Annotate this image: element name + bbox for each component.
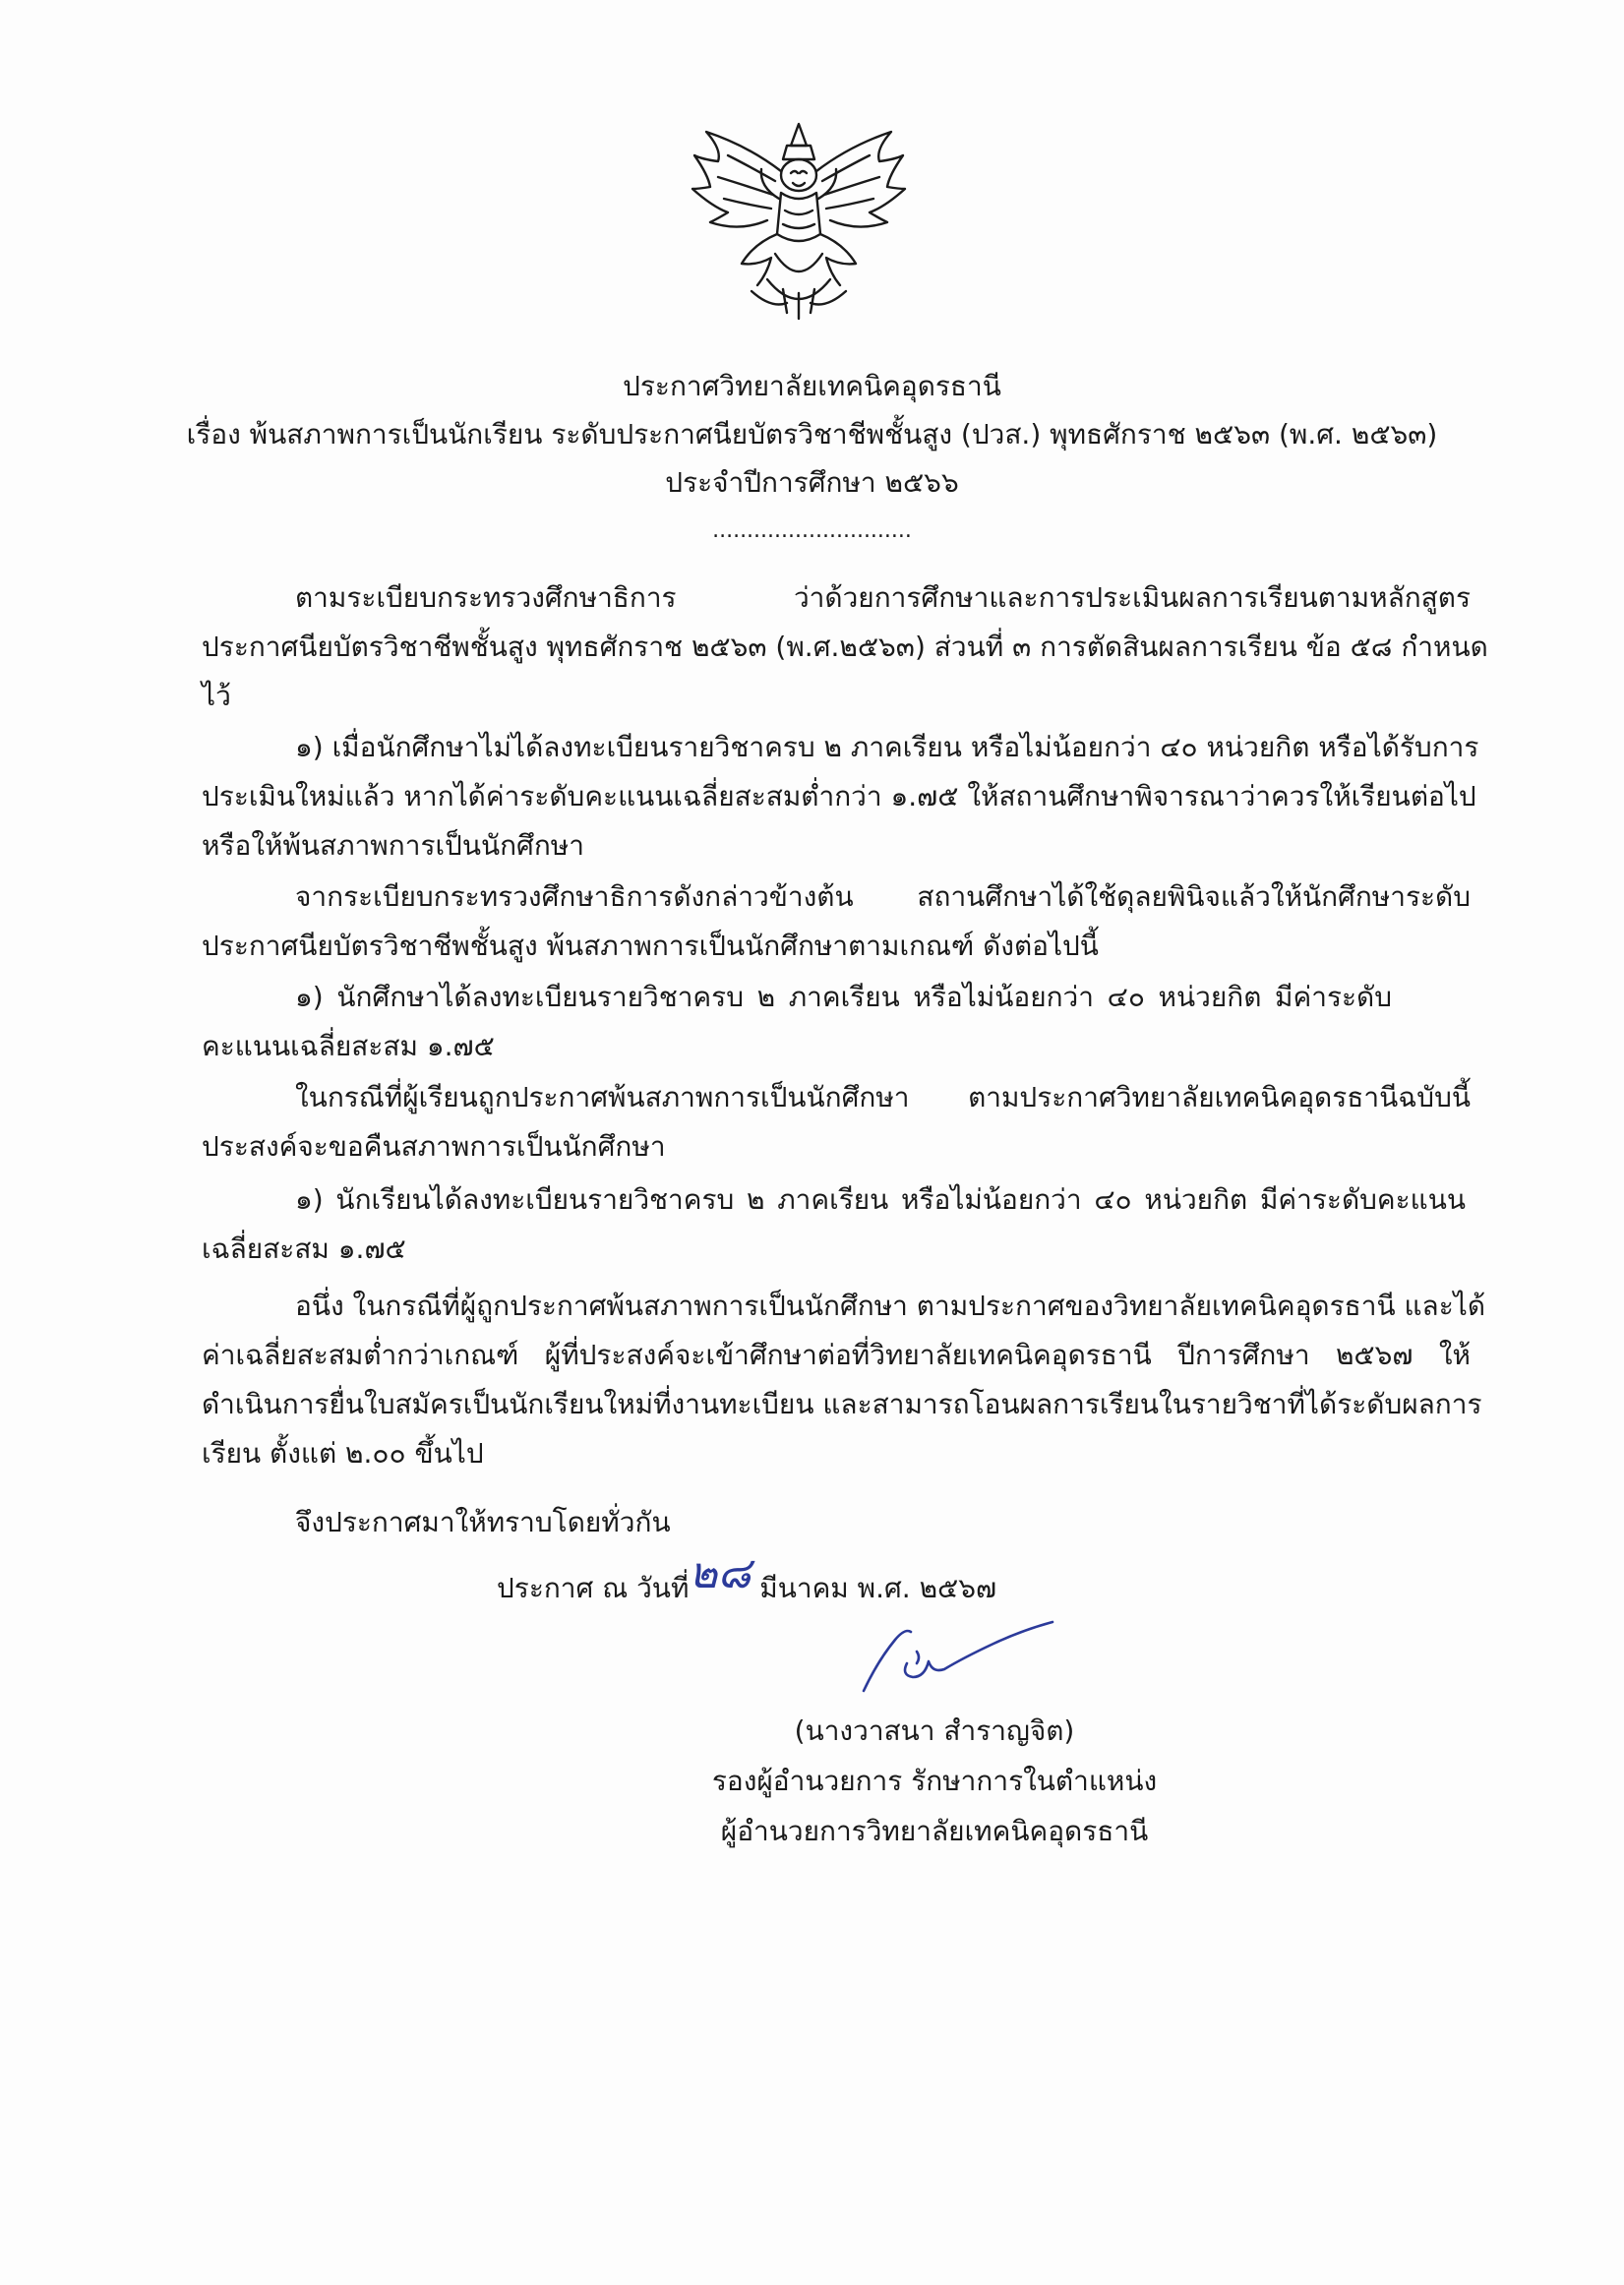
paragraph-7-line-4: เรียน ตั้งแต่ ๒.๐๐ ขึ้นไป xyxy=(202,1437,484,1470)
paragraph-5-line-1: ในกรณีที่ผู้เรียนถูกประกาศพ้นสภาพการเป็นนักศึกษา ตามประกาศวิทยาลัยเทคนิคอุดรธานีฉบับนี้ xyxy=(295,1081,1471,1113)
paragraph-5-line-2: ประสงค์จะขอคืนสภาพการเป็นนักศึกษา xyxy=(202,1130,666,1163)
paragraph-7-line-1: อนึ่ง ในกรณีที่ผู้ถูกประกาศพ้นสภาพการเป็นนักศึกษา ตามประกาศของวิทยาลัยเทคนิคอุดรธานี และได้ xyxy=(295,1290,1486,1322)
garuda-emblem-icon xyxy=(689,116,910,323)
closing-statement: จึงประกาศมาให้ทราบโดยทั่วกัน xyxy=(295,1506,671,1538)
paragraph-1-line-1: ตามระเบียบกระทรวงศึกษาธิการ ว่าด้วยการศึกษาและการประเมินผลการเรียนตามหลักสูตร xyxy=(295,581,1471,614)
paragraph-4-line-2: คะแนนเฉลี่ยสะสม ๑.๗๕ xyxy=(202,1030,495,1062)
paragraph-7-line-2: ค่าเฉลี่ยสะสมต่ำกว่าเกณฑ์ ผู้ที่ประสงค์จะเข้าศึกษาต่อที่วิทยาลัยเทคนิคอุดรธานี ปีการศึกษา ๒๕๖๗ ให้ xyxy=(202,1339,1471,1371)
announcement-subject: เรื่อง พ้นสภาพการเป็นนักเรียน ระดับประกาศนียบัตรวิชาชีพชั้นสูง (ปวส.) พุทธศักราช ๒๕๖๓ (พ.ศ. ๒๕๖๓) xyxy=(186,418,1438,451)
paragraph-2-line-3: หรือให้พ้นสภาพการเป็นนักศึกษา xyxy=(202,829,584,862)
paragraph-1-line-3: ไว้ xyxy=(202,680,231,712)
paragraph-1-line-2: ประกาศนียบัตรวิชาชีพชั้นสูง พุทธศักราช ๒๕๖๓ (พ.ศ.๒๕๖๓) ส่วนที่ ๓ การตัดสินผลการเรียน ข้อ ๕๘ กำหนด xyxy=(202,631,1488,663)
header-separator: ............................. xyxy=(712,518,912,543)
paragraph-3-line-2: ประกาศนียบัตรวิชาชีพชั้นสูง พ้นสภาพการเป็นนักศึกษาตามเกณฑ์ ดังต่อไปนี้ xyxy=(202,930,1099,962)
paragraph-6-line-2: เฉลี่ยสะสม ๑.๗๕ xyxy=(202,1233,406,1265)
date-day-handwritten: ๒๘ xyxy=(689,1548,752,1598)
announcement-title: ประกาศวิทยาลัยเทคนิคอุดรธานี xyxy=(623,370,1001,402)
paragraph-3-line-1: จากระเบียบกระทรวงศึกษาธิการดังกล่าวข้างต้น สถานศึกษาได้ใช้ดุลยพินิจแล้วให้นักศึกษาระดับ xyxy=(295,880,1471,913)
handwritten-signature xyxy=(856,1618,1062,1697)
paragraph-2-line-1: ๑) เมื่อนักศึกษาไม่ได้ลงทะเบียนรายวิชาครบ ๒ ภาคเรียน หรือไม่น้อยกว่า ๔๐ หน่วยกิต หรือได้รับการ xyxy=(295,731,1479,763)
date-suffix: มีนาคม พ.ศ. ๒๕๖๗ xyxy=(751,1572,997,1604)
date-prefix: ประกาศ ณ วันที่ xyxy=(497,1572,690,1604)
academic-year-line: ประจำปีการศึกษา ๒๕๖๖ xyxy=(665,466,959,499)
signatory-position-line-2: ผู้อำนวยการวิทยาลัยเทคนิคอุดรธานี xyxy=(720,1815,1149,1847)
paragraph-2-line-2: ประเมินใหม่แล้ว หากได้ค่าระดับคะแนนเฉลี่ยสะสมต่ำกว่า ๑.๗๕ ให้สถานศึกษาพิจารณาว่าควรให้เรียนต่อไป xyxy=(202,780,1476,812)
paragraph-7-line-3: ดำเนินการยื่นใบสมัครเป็นนักเรียนใหม่ที่งานทะเบียน และสามารถโอนผลการเรียนในรายวิชาที่ได้ระดับผลการ xyxy=(202,1388,1482,1420)
paragraph-4-line-1: ๑) นักศึกษาได้ลงทะเบียนรายวิชาครบ ๒ ภาคเรียน หรือไม่น้อยกว่า ๔๐ หน่วยกิต มีค่าระดับ xyxy=(295,981,1392,1013)
signatory-name: (นางวาสนา สำราญจิต) xyxy=(794,1714,1075,1747)
signatory-position-line-1: รองผู้อำนวยการ รักษาการในตำแหน่ง xyxy=(711,1765,1158,1797)
announcement-date xyxy=(497,1548,997,1606)
paragraph-6-line-1: ๑) นักเรียนได้ลงทะเบียนรายวิชาครบ ๒ ภาคเรียน หรือไม่น้อยกว่า ๔๐ หน่วยกิต มีค่าระดับคะแนน xyxy=(295,1183,1466,1216)
